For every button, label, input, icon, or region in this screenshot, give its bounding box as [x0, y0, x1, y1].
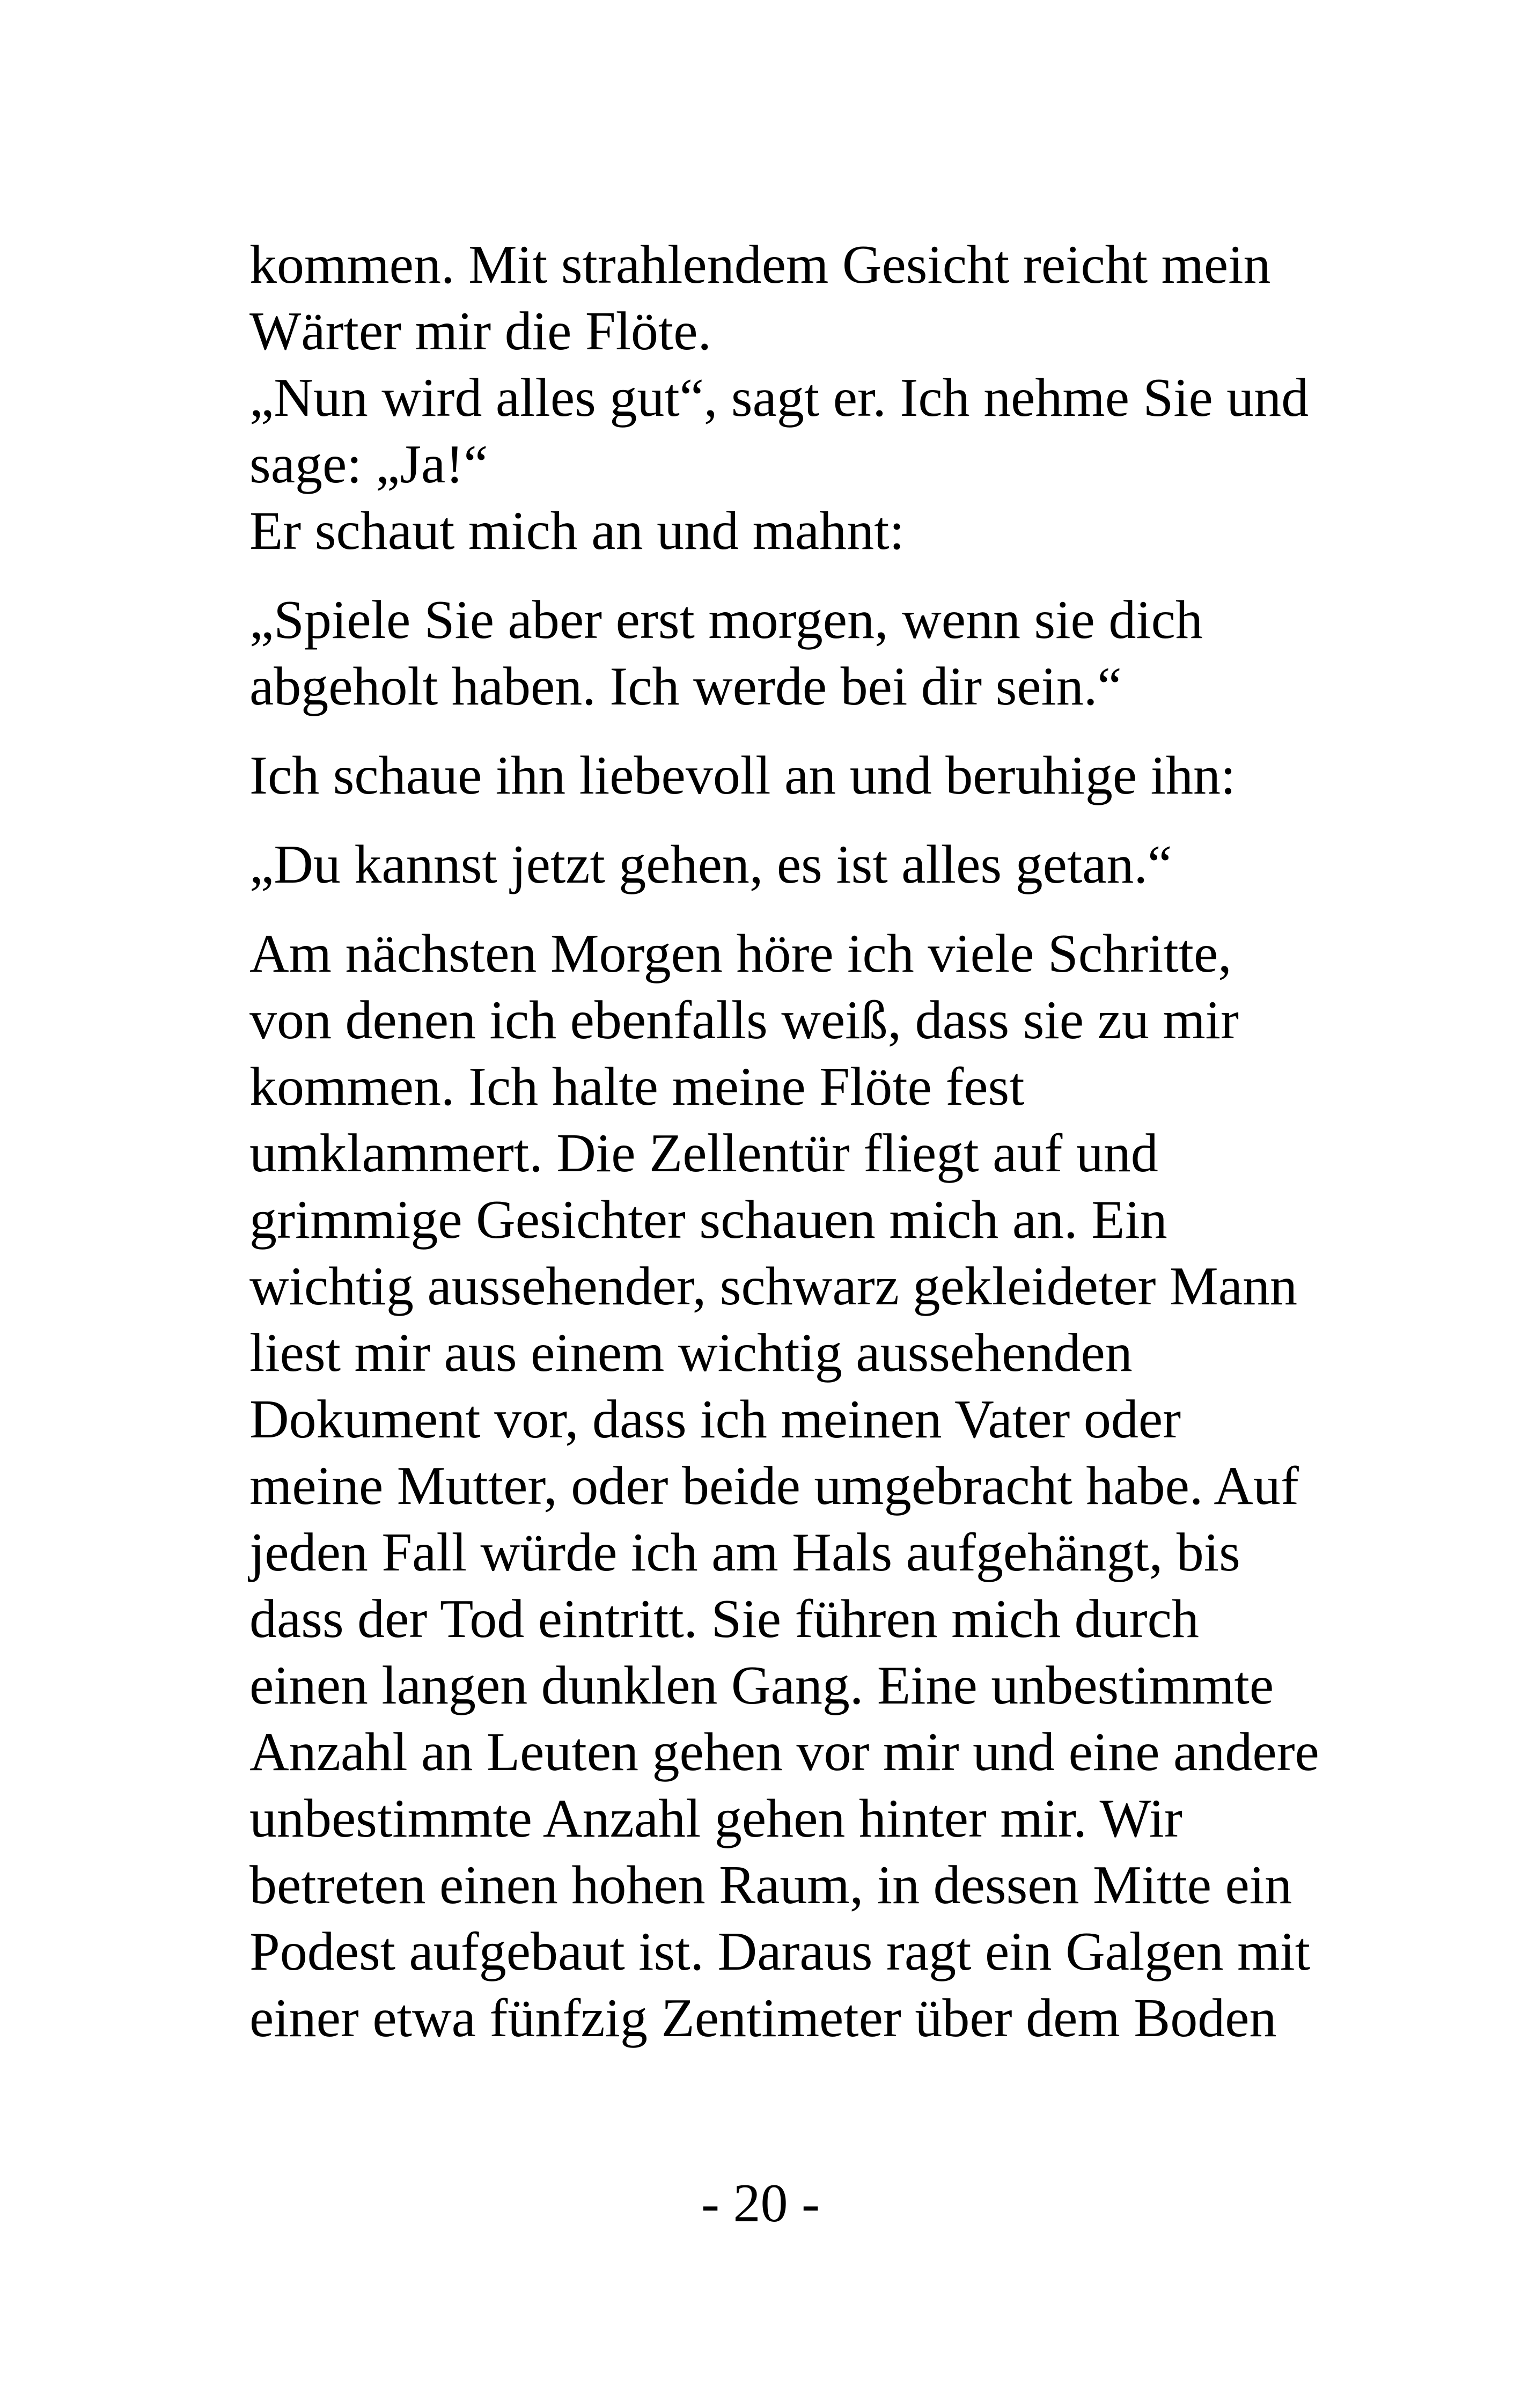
text-line: liest mir aus einem wichtig aussehenden	[249, 1323, 1133, 1383]
paragraph-2	[249, 365, 1349, 498]
text-line: dass der Tod eintritt. Sie führen mich durch	[249, 1589, 1199, 1649]
body-text	[249, 232, 1349, 2052]
text-line: unbestimmte Anzahl gehen hinter mir. Wir	[249, 1788, 1182, 1849]
text-line: grimmige Gesichter schauen mich an. Ein	[249, 1190, 1167, 1250]
text-line: kommen. Mit strahlendem Gesicht reicht mein	[249, 234, 1271, 295]
paragraph-3	[249, 498, 1349, 564]
text-line: abgeholt haben. Ich werde bei dir sein.“	[249, 656, 1122, 717]
text-line: Podest aufgebaut ist. Daraus ragt ein Galgen mit	[249, 1921, 1311, 1982]
text-line: von denen ich ebenfalls weiß, dass sie zu mir	[249, 990, 1239, 1051]
text-line: umklammert. Die Zellentür fliegt auf und	[249, 1123, 1158, 1184]
page-number: - 20 -	[701, 2173, 820, 2234]
paragraph-7	[249, 921, 1349, 2052]
text-line: Am nächsten Morgen höre ich viele Schritte,	[249, 923, 1232, 984]
text-line: „Nun wird alles gut“, sagt er. Ich nehme Sie und	[249, 368, 1309, 428]
text-line: kommen. Ich halte meine Flöte fest	[249, 1056, 1025, 1117]
text-line: wichtig aussehender, schwarz gekleideter Mann	[249, 1256, 1297, 1317]
paragraph-6	[249, 832, 1349, 898]
text-line: einer etwa fünfzig Zentimeter über dem Boden	[249, 1988, 1277, 2049]
text-line: „Spiele Sie aber erst morgen, wenn sie dich	[249, 590, 1203, 650]
text-line: betreten einen hohen Raum, in dessen Mitte ein	[249, 1855, 1292, 1915]
text-line: Dokument vor, dass ich meinen Vater oder	[249, 1389, 1181, 1450]
paragraph-1	[249, 232, 1349, 365]
text-line: Ich schaue ihn liebevoll an und beruhige ihn:	[249, 745, 1236, 806]
text-line: sage: „Ja!“	[249, 434, 488, 495]
text-line: einen langen dunklen Gang. Eine unbestimmte	[249, 1655, 1274, 1716]
text-line: meine Mutter, oder beide umgebracht habe. Auf	[249, 1456, 1299, 1516]
paragraph-5	[249, 743, 1349, 809]
text-line: Anzahl an Leuten gehen vor mir und eine andere	[249, 1722, 1319, 1782]
text-line: Er schaut mich an und mahnt:	[249, 501, 905, 561]
text-line: Wärter mir die Flöte.	[249, 301, 712, 362]
text-line: jeden Fall würde ich am Hals aufgehängt, bis	[249, 1522, 1240, 1583]
paragraph-4	[249, 587, 1349, 720]
text-line: „Du kannst jetzt gehen, es ist alles getan.“	[249, 834, 1172, 895]
